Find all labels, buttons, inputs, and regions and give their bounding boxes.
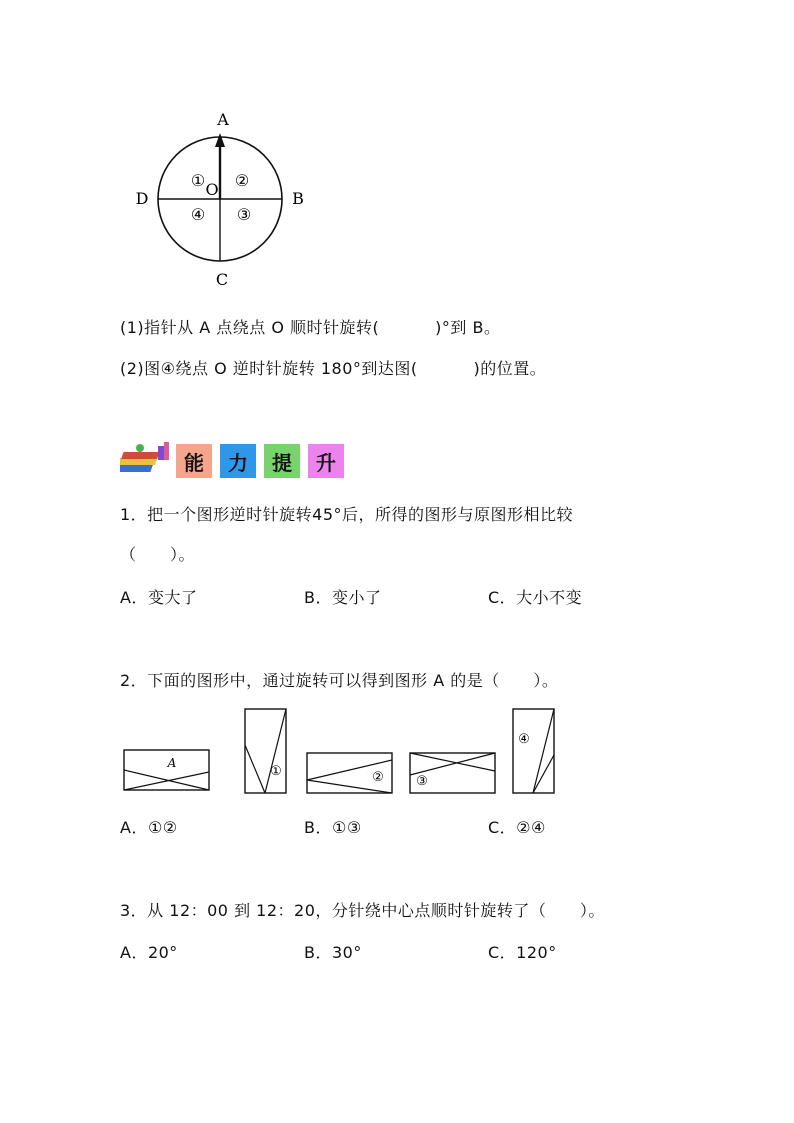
svg-text:①: ①	[270, 764, 282, 779]
q2-option-c[interactable]: C．②④	[488, 818, 546, 837]
label-a: A	[217, 110, 229, 129]
svg-text:②: ②	[372, 770, 384, 785]
q3-option-a[interactable]: A．20°	[120, 943, 178, 962]
shape-2	[307, 753, 392, 793]
svg-text:③: ③	[416, 774, 428, 789]
section-char-3: 提	[264, 444, 300, 478]
q2-stem: 2．下面的图形中，通过旋转可以得到图形 A 的是（ ）。	[120, 671, 559, 690]
circle-figure	[120, 105, 320, 295]
q3-option-c[interactable]: C．120°	[488, 943, 557, 962]
svg-text:④: ④	[518, 732, 530, 747]
quadrant-3: ③	[236, 205, 252, 224]
quadrant-2: ②	[234, 171, 250, 190]
q1-stem: 1．把一个图形逆时针旋转45°后，所得的图形与原图形相比较	[120, 505, 574, 524]
q2-option-a[interactable]: A．①②	[120, 818, 178, 837]
books-icon	[120, 440, 172, 476]
intro-question-1: (1)指针从 A 点绕点 O 顺时针旋转( )°到 B。	[120, 318, 501, 337]
quadrant-4: ④	[190, 205, 206, 224]
q1-option-b[interactable]: B．变小了	[304, 588, 382, 607]
label-c: C	[215, 270, 229, 289]
label-d: D	[135, 189, 149, 208]
q1-option-a[interactable]: A．变大了	[120, 588, 198, 607]
quadrant-1: ①	[190, 171, 206, 190]
section-char-1: 能	[176, 444, 212, 478]
label-b: B	[292, 189, 304, 208]
shape-4	[513, 709, 554, 793]
section-char-2: 力	[220, 444, 256, 478]
section-char-4: 升	[308, 444, 344, 478]
intro-question-2: (2)图④绕点 O 逆时针旋转 180°到达图( )的位置。	[120, 359, 547, 378]
rotation-shapes	[120, 705, 560, 797]
q2-option-b[interactable]: B．①③	[304, 818, 362, 837]
shape-1	[245, 709, 286, 793]
q1-blank: （ ）。	[120, 545, 196, 564]
q1-option-c[interactable]: C．大小不变	[488, 588, 583, 607]
label-o: O	[205, 180, 219, 199]
shape-a	[124, 750, 209, 790]
q3-stem: 3．从 12：00 到 12：20，分针绕中心点顺时针旋转了（ ）。	[120, 901, 605, 920]
svg-text:A: A	[167, 756, 177, 770]
q3-option-b[interactable]: B．30°	[304, 943, 362, 962]
shape-3	[410, 753, 495, 793]
